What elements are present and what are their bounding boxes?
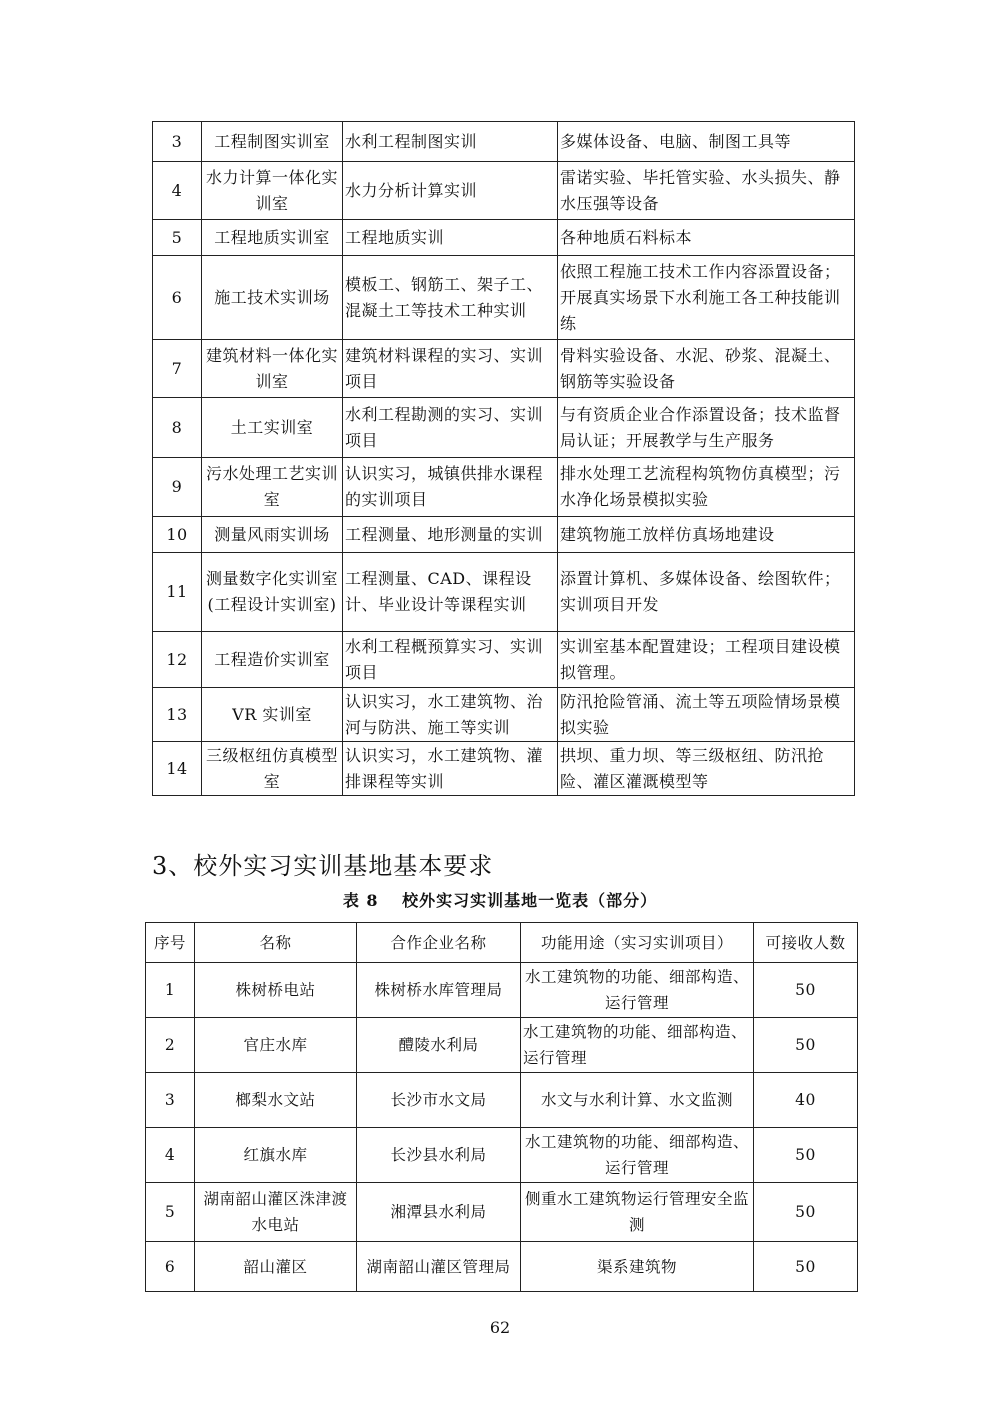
row-number: 9 [153,458,202,517]
equipment: 多媒体设备、电脑、制图工具等 [558,122,855,162]
room-name: 测量风雨实训场 [202,517,343,553]
row-number: 2 [146,1018,195,1073]
row-number: 5 [146,1183,195,1242]
training-project: 模板工、钢筋工、架子工、混凝土工等技术工种实训 [343,256,558,340]
base-name: 官庄水库 [195,1018,357,1073]
capacity: 50 [754,1183,858,1242]
base-name: 湖南韶山灌区洙津渡水电站 [195,1183,357,1242]
external-base-table [145,922,858,1292]
equipment: 与有资质企业合作添置设备；技术监督局认证；开展教学与生产服务 [558,398,855,458]
table-row [146,1073,858,1128]
base-use: 水文与水利计算、水文监测 [521,1073,754,1128]
row-number: 14 [153,742,202,796]
company-name: 株树桥水库管理局 [357,963,521,1018]
training-room-table [152,121,855,796]
table-row [153,398,855,458]
table-row [153,162,855,220]
row-number: 4 [146,1128,195,1183]
room-name: 污水处理工艺实训室 [202,458,343,517]
equipment: 建筑物施工放样仿真场地建设 [558,517,855,553]
capacity: 50 [754,1242,858,1292]
row-number: 12 [153,632,202,688]
training-project: 工程测量、CAD、课程设计、毕业设计等课程实训 [343,553,558,632]
equipment: 依照工程施工技术工作内容添置设备；开展真实场景下水利施工各工种技能训练 [558,256,855,340]
column-header: 序号 [146,923,195,963]
company-name: 醴陵水利局 [357,1018,521,1073]
row-number: 6 [153,256,202,340]
company-name: 湖南韶山灌区管理局 [357,1242,521,1292]
room-name: 工程造价实训室 [202,632,343,688]
company-name: 长沙市水文局 [357,1073,521,1128]
base-use: 水工建筑物的功能、细部构造、运行管理 [521,1128,754,1183]
column-header: 名称 [195,923,357,963]
capacity: 50 [754,1128,858,1183]
training-project: 水利工程概预算实习、实训项目 [343,632,558,688]
company-name: 长沙县水利局 [357,1128,521,1183]
table-row [153,742,855,796]
base-name: 株树桥电站 [195,963,357,1018]
table-row [146,1183,858,1242]
row-number: 4 [153,162,202,220]
column-header: 功能用途（实习实训项目） [521,923,754,963]
equipment: 排水处理工艺流程构筑物仿真模型；污水净化场景模拟实验 [558,458,855,517]
table-row [146,963,858,1018]
equipment: 雷诺实验、毕托管实验、水头损失、静水压强等设备 [558,162,855,220]
base-use: 水工建筑物的功能、细部构造、运行管理 [521,1018,754,1073]
base-use: 侧重水工建筑物运行管理安全监测 [521,1183,754,1242]
row-number: 3 [153,122,202,162]
table-row [153,553,855,632]
room-name: 建筑材料一体化实训室 [202,340,343,398]
table-row [153,517,855,553]
table-header-row [146,923,858,963]
room-name: 土工实训室 [202,398,343,458]
section-title: 3、校外实习实训基地基本要求 [152,852,494,880]
table-caption: 表 8 校外实习实训基地一览表（部分） [342,891,658,910]
training-project: 工程测量、地形测量的实训 [343,517,558,553]
room-name: VR 实训室 [202,688,343,742]
room-name: 工程地质实训室 [202,220,343,256]
table-row [146,1128,858,1183]
room-name: 水力计算一体化实训室 [202,162,343,220]
row-number: 11 [153,553,202,632]
row-number: 13 [153,688,202,742]
training-project: 水利工程勘测的实习、实训项目 [343,398,558,458]
training-project: 认识实习，城镇供排水课程的实训项目 [343,458,558,517]
table-row [153,458,855,517]
column-header: 可接收人数 [754,923,858,963]
table-row [153,220,855,256]
training-project: 认识实习，水工建筑物、治河与防洪、施工等实训 [343,688,558,742]
company-name: 湘潭县水利局 [357,1183,521,1242]
equipment: 添置计算机、多媒体设备、绘图软件；实训项目开发 [558,553,855,632]
equipment: 骨料实验设备、水泥、砂浆、混凝土、钢筋等实验设备 [558,340,855,398]
capacity: 50 [754,1018,858,1073]
table-row [153,340,855,398]
base-use: 渠系建筑物 [521,1242,754,1292]
row-number: 5 [153,220,202,256]
training-project: 工程地质实训 [343,220,558,256]
base-name: 韶山灌区 [195,1242,357,1292]
table-row [146,1018,858,1073]
base-name: 榔梨水文站 [195,1073,357,1128]
table-row [153,632,855,688]
training-project: 水力分析计算实训 [343,162,558,220]
training-project: 水利工程制图实训 [343,122,558,162]
base-name: 红旗水库 [195,1128,357,1183]
training-project: 认识实习，水工建筑物、灌排课程等实训 [343,742,558,796]
room-name: 测量数字化实训室(工程设计实训室) [202,553,343,632]
equipment: 各种地质石料标本 [558,220,855,256]
room-name: 三级枢纽仿真模型室 [202,742,343,796]
equipment: 拱坝、重力坝、等三级枢纽、防汛抢险、灌区灌溉模型等 [558,742,855,796]
room-name: 工程制图实训室 [202,122,343,162]
table-row [153,256,855,340]
table-row [153,122,855,162]
capacity: 40 [754,1073,858,1128]
equipment: 防汛抢险管涌、流土等五项险情场景模拟实验 [558,688,855,742]
table-row [146,1242,858,1292]
row-number: 6 [146,1242,195,1292]
training-project: 建筑材料课程的实习、实训项目 [343,340,558,398]
row-number: 3 [146,1073,195,1128]
table-row [153,688,855,742]
page-number: 62 [489,1318,511,1337]
room-name: 施工技术实训场 [202,256,343,340]
row-number: 7 [153,340,202,398]
row-number: 10 [153,517,202,553]
base-use: 水工建筑物的功能、细部构造、运行管理 [521,963,754,1018]
row-number: 1 [146,963,195,1018]
capacity: 50 [754,963,858,1018]
column-header: 合作企业名称 [357,923,521,963]
row-number: 8 [153,398,202,458]
equipment: 实训室基本配置建设；工程项目建设模拟管理。 [558,632,855,688]
